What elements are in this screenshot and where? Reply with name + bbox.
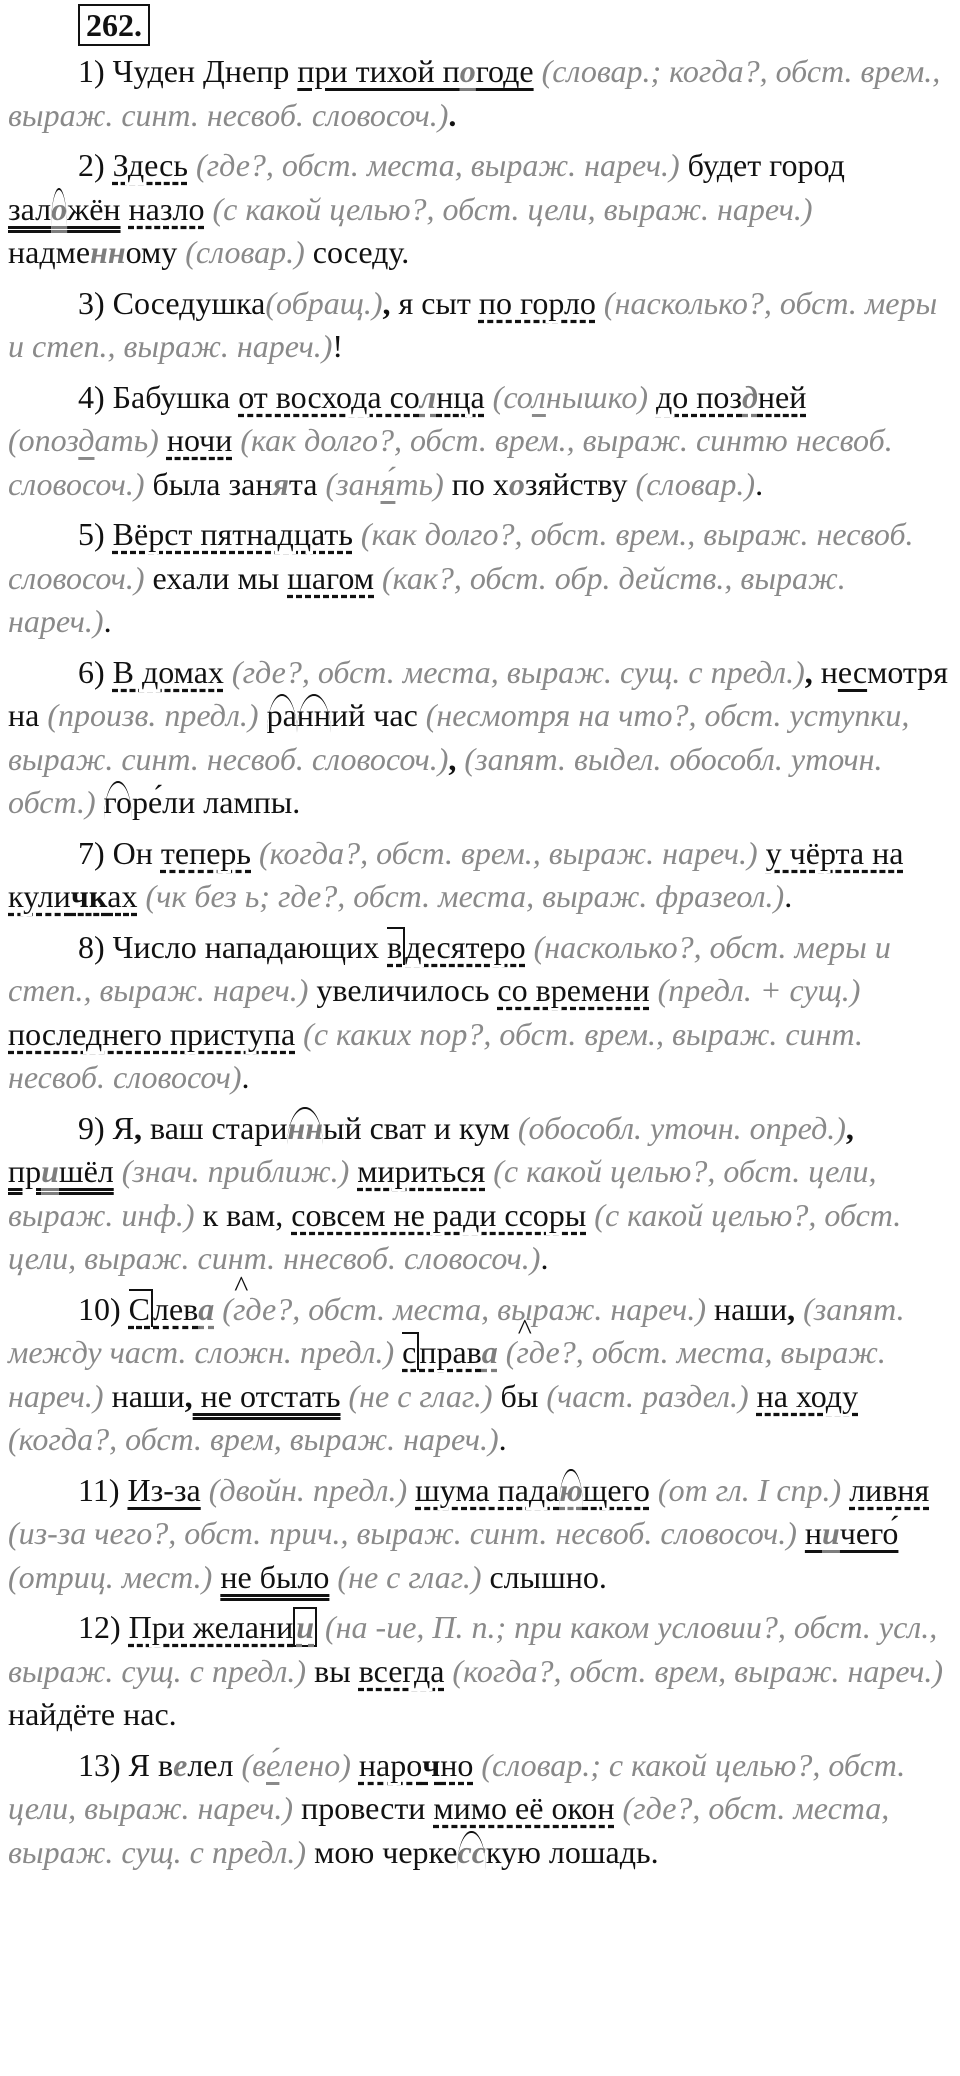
- text-fragment: назло: [128, 190, 205, 227]
- text-fragment: щего: [582, 1471, 650, 1508]
- text-fragment: 12): [78, 1609, 129, 1645]
- text-fragment: 7) Он: [78, 834, 161, 871]
- text-fragment: наши: [705, 1290, 788, 1327]
- text-fragment: л: [531, 378, 546, 415]
- text-fragment: мою черке: [306, 1833, 458, 1870]
- text-fragment: (несмотря на что?, обст. уступки, выраж. синт. несвоб. словосоч.): [8, 697, 910, 777]
- text-fragment: нца: [436, 378, 485, 415]
- text-fragment: .: [540, 1240, 549, 1276]
- text-fragment: (где?, обст. места, выраж. нареч.): [214, 1290, 706, 1327]
- text-fragment: .: [755, 465, 764, 502]
- text-fragment: не отстать: [192, 1377, 341, 1414]
- text-fragment: провести: [293, 1790, 434, 1826]
- text-fragment: (когда?, обст. врем, выраж. нареч.): [8, 1421, 499, 1457]
- sentence-6: [8, 651, 952, 825]
- text-fragment: !: [332, 328, 344, 364]
- text-fragment: по х: [443, 465, 509, 502]
- text-fragment: ^ а: [482, 1334, 498, 1370]
- text-fragment: [394, 1334, 402, 1370]
- text-fragment: н: [804, 1515, 822, 1551]
- text-fragment: пр: [8, 1153, 42, 1189]
- text-fragment: 8) Число нападающих: [78, 928, 388, 965]
- text-fragment: (запят. выдел. обособл. уточн. обст.): [8, 740, 883, 820]
- text-fragment: 10): [78, 1290, 129, 1327]
- text-fragment: го: [104, 781, 132, 820]
- text-fragment: ,: [845, 1109, 854, 1146]
- text-fragment: нн: [90, 234, 126, 270]
- text-fragment: при тихой п: [297, 53, 460, 89]
- text-fragment: 3) Соседушка: [78, 284, 266, 321]
- sentence-12: [8, 1606, 952, 1737]
- text-fragment: 11): [78, 1471, 128, 1508]
- sentence-10: [8, 1288, 952, 1462]
- text-fragment: 13) Я в: [78, 1746, 174, 1783]
- text-fragment: ,: [804, 653, 813, 690]
- text-fragment: но: [440, 1746, 474, 1783]
- text-fragment: ливня: [849, 1471, 930, 1508]
- text-fragment: (произв. предл.): [39, 697, 259, 733]
- text-fragment: л: [419, 378, 437, 415]
- text-fragment: (из-за чего?, обст. прич., выраж. синт. несвоб. словосоч.): [8, 1515, 797, 1551]
- text-fragment: (двойн. предл.): [200, 1471, 408, 1508]
- text-fragment: ,: [134, 1109, 142, 1146]
- text-fragment: (с какой целью?, обст. цели, выраж. синт. ннесвоб. словосоч.): [8, 1196, 902, 1276]
- text-fragment: на ходу: [756, 1377, 859, 1414]
- text-fragment: шума пада: [415, 1471, 560, 1508]
- text-fragment: (част. раздел.): [538, 1377, 749, 1414]
- text-fragment: мотря на: [8, 653, 949, 733]
- sentence-2: [8, 144, 952, 275]
- text-fragment: чего́: [839, 1515, 899, 1551]
- text-fragment: (словар.; с какой целью?, обст. цели, выраж. нареч.): [8, 1746, 906, 1826]
- text-fragment: (опоз: [8, 422, 79, 458]
- text-fragment: нышко): [545, 378, 648, 415]
- text-fragment: (где?, обст. места, выраж. нареч.): [8, 1334, 886, 1414]
- text-fragment: слышно.: [481, 1558, 607, 1595]
- text-fragment: чк: [70, 878, 108, 914]
- text-fragment: ,: [787, 1290, 796, 1327]
- text-fragment: е́: [266, 1746, 280, 1783]
- text-fragment: ю: [559, 1469, 582, 1508]
- text-fragment: [841, 1472, 849, 1508]
- text-fragment: ч: [422, 1746, 441, 1783]
- text-fragment: [648, 379, 656, 415]
- text-fragment: увеличилось: [308, 972, 498, 1008]
- text-fragment: от восхода со: [238, 378, 420, 415]
- sentence-3: [8, 282, 952, 369]
- text-fragment: соседу.: [304, 234, 410, 270]
- sentence-8: [8, 926, 952, 1100]
- sentence-1: [8, 50, 952, 137]
- text-fragment: последнего приступа: [8, 1015, 296, 1052]
- text-fragment: ра: [267, 694, 297, 733]
- text-fragment: наши: [103, 1377, 185, 1414]
- text-fragment: по горло: [478, 284, 596, 321]
- text-fragment: (как долго?, обст. врем., выраж. синтю несвоб. словосоч.): [8, 422, 893, 502]
- text-fragment: ^ а: [198, 1291, 214, 1327]
- text-fragment: (не с глаг.): [329, 1558, 482, 1595]
- text-fragment: н: [812, 653, 838, 690]
- text-fragment: я́: [380, 465, 396, 502]
- text-fragment: 9) Я: [78, 1109, 134, 1146]
- text-fragment: ах: [107, 878, 138, 914]
- text-fragment: ,: [382, 284, 391, 321]
- text-fragment: (с каких пор?, обст. врем., выраж. синт. несвоб. словосоч): [8, 1015, 863, 1095]
- text-fragment: к вам,: [194, 1196, 292, 1233]
- text-fragment: [121, 191, 129, 227]
- text-fragment: [351, 1747, 359, 1783]
- text-fragment: (на -ие, П. п.; при каком условии?, обст. усл., выраж. сущ. с предл.): [8, 1609, 938, 1689]
- text-fragment: (когда?, обст. врем., выраж. нареч.): [251, 834, 758, 871]
- text-fragment: до поз: [655, 378, 743, 415]
- text-fragment: наро: [358, 1746, 423, 1783]
- text-fragment: будет город: [679, 147, 845, 183]
- sentence-7: [8, 832, 952, 919]
- text-fragment: со времени: [497, 972, 650, 1008]
- text-fragment: ать): [94, 422, 159, 458]
- text-fragment: (с какой целью?, обст. цели, выраж. инф.): [8, 1153, 877, 1233]
- text-fragment: о: [459, 53, 476, 89]
- text-fragment: ий час: [331, 697, 418, 733]
- text-fragment: (где?, обст. места, выраж. сущ. с предл.): [8, 1790, 890, 1870]
- text-fragment: жён: [67, 190, 121, 227]
- text-fragment: (где?, обст. места, выраж. нареч.): [187, 147, 680, 183]
- text-fragment: (со: [484, 378, 532, 415]
- text-fragment: Здесь: [112, 147, 188, 183]
- text-fragment: и: [293, 1607, 317, 1647]
- text-fragment: ней: [757, 378, 807, 415]
- text-fragment: (от гл. I спр.): [649, 1471, 842, 1508]
- text-fragment: и: [822, 1515, 840, 1551]
- sentence-13: [8, 1744, 952, 1875]
- text-fragment: ,: [184, 1377, 193, 1414]
- text-fragment: ,: [448, 740, 457, 777]
- text-fragment: .: [103, 603, 112, 639]
- text-fragment: 6): [78, 653, 113, 690]
- text-fragment: (словар.): [635, 465, 756, 502]
- text-fragment: зал: [8, 190, 52, 227]
- text-fragment: (знач. приближ.): [113, 1153, 350, 1189]
- text-fragment: всегда: [358, 1652, 445, 1689]
- text-fragment: кую лошадь.: [485, 1833, 659, 1870]
- text-fragment: [407, 1472, 415, 1508]
- text-fragment: сс: [457, 1831, 485, 1870]
- text-fragment: ночи: [166, 422, 233, 458]
- text-fragment: ый сват и кум: [322, 1109, 510, 1146]
- sentence-11: [8, 1469, 952, 1600]
- text-fragment: .: [784, 878, 793, 914]
- text-fragment: о: [51, 188, 67, 227]
- text-fragment: (с какой целью?, обст. цели, выраж. нареч.): [204, 190, 813, 227]
- text-fragment: Вёрст пятнадцать: [112, 516, 353, 552]
- text-fragment: [749, 1378, 757, 1414]
- text-fragment: не было: [220, 1558, 330, 1595]
- text-fragment: мириться: [357, 1153, 486, 1189]
- text-fragment: д: [742, 378, 758, 415]
- text-fragment: е: [173, 1746, 188, 1783]
- text-fragment: (предл. + сущ.): [649, 972, 861, 1008]
- text-fragment: (как?, обст. обр. действ., выраж. нареч.): [8, 559, 846, 639]
- text-fragment: годе: [475, 53, 534, 89]
- text-fragment: д: [78, 422, 95, 458]
- text-fragment: (зан: [317, 465, 381, 502]
- text-fragment: та: [288, 465, 318, 502]
- text-fragment: 4) Бабушка: [78, 378, 239, 415]
- text-fragment: (насколько?, обст. меры и степ., выраж. нареч.): [8, 284, 938, 364]
- text-fragment: лено): [279, 1746, 351, 1783]
- text-fragment: (в: [233, 1746, 266, 1783]
- text-fragment: ваш стари: [142, 1109, 288, 1146]
- text-fragment: найдёте нас.: [8, 1696, 177, 1732]
- text-fragment: нн: [287, 1107, 323, 1146]
- text-fragment: Из-за: [127, 1471, 201, 1508]
- text-fragment: о: [508, 465, 525, 502]
- text-fragment: с: [402, 1332, 419, 1370]
- sentence-5: [8, 513, 952, 644]
- text-fragment: мимо её окон: [433, 1790, 615, 1826]
- text-fragment: [797, 1515, 805, 1551]
- text-fragment: ес: [837, 653, 868, 690]
- text-fragment: (обособл. уточн. опред.): [509, 1109, 846, 1146]
- text-fragment: 1) Чуден Днепр: [78, 53, 298, 89]
- text-fragment: у чёрта на кули: [8, 834, 904, 914]
- text-fragment: (где?, обст. места, выраж. сущ. с предл.): [223, 653, 805, 690]
- text-fragment: нн: [297, 694, 331, 733]
- text-fragment: надме: [8, 234, 91, 270]
- text-fragment: прав: [419, 1334, 482, 1370]
- text-fragment: 5): [78, 516, 113, 552]
- text-fragment: лел: [187, 1746, 234, 1783]
- text-fragment: .: [241, 1059, 250, 1095]
- text-fragment: ехали мы: [144, 559, 288, 596]
- text-fragment: (чк без ь; где?, обст. места, выраж. фразеол.): [137, 878, 785, 914]
- text-fragment: .: [448, 96, 457, 133]
- text-fragment: в: [387, 927, 405, 965]
- text-fragment: была зан: [144, 465, 273, 502]
- text-fragment: С: [129, 1289, 153, 1327]
- text-fragment: (насколько?, обст. меры и степ., выраж. нареч.): [8, 928, 891, 1008]
- text-fragment: бы: [492, 1377, 539, 1414]
- text-fragment: [259, 697, 267, 733]
- sentence-list: [8, 50, 952, 1874]
- exercise-number: 262.: [78, 4, 150, 46]
- text-fragment: ре́ли лампы.: [131, 784, 301, 820]
- text-fragment: я: [272, 465, 289, 502]
- text-fragment: (когда?, обст. врем, выраж. нареч.): [444, 1652, 944, 1689]
- text-fragment: теперь: [160, 834, 251, 871]
- text-fragment: (словар.): [177, 234, 305, 270]
- text-fragment: ть): [395, 465, 444, 502]
- text-fragment: (словар.; когда?, обст. врем., выраж. синт. несвоб. словосоч.): [8, 53, 941, 133]
- text-fragment: .: [498, 1421, 507, 1457]
- text-fragment: шёл: [58, 1153, 114, 1189]
- text-fragment: При желани: [128, 1609, 294, 1645]
- text-fragment: совсем не ради ссоры: [291, 1196, 587, 1233]
- text-fragment: десятеро: [405, 928, 526, 965]
- text-fragment: 2): [78, 147, 113, 183]
- text-fragment: вы: [306, 1652, 359, 1689]
- text-fragment: [159, 422, 167, 458]
- text-fragment: (отриц. мест.): [8, 1558, 213, 1595]
- text-fragment: В домах: [112, 653, 224, 690]
- text-fragment: зяйству: [524, 465, 636, 502]
- text-fragment: [758, 835, 766, 871]
- sentence-9: [8, 1107, 952, 1281]
- text-fragment: и: [41, 1153, 59, 1189]
- text-fragment: (обращ.): [265, 284, 383, 321]
- text-fragment: шагом: [287, 559, 375, 596]
- text-fragment: [96, 784, 104, 820]
- sentence-4: [8, 376, 952, 507]
- text-fragment: лев: [153, 1290, 199, 1327]
- text-fragment: ому: [125, 234, 178, 270]
- text-fragment: (не с глаг.): [340, 1377, 493, 1414]
- text-fragment: (запят. между част. сложн. предл.): [8, 1290, 905, 1370]
- text-fragment: (как долго?, обст. врем., выраж. несвоб. словосоч.): [8, 516, 914, 596]
- text-fragment: я сыт: [390, 284, 479, 321]
